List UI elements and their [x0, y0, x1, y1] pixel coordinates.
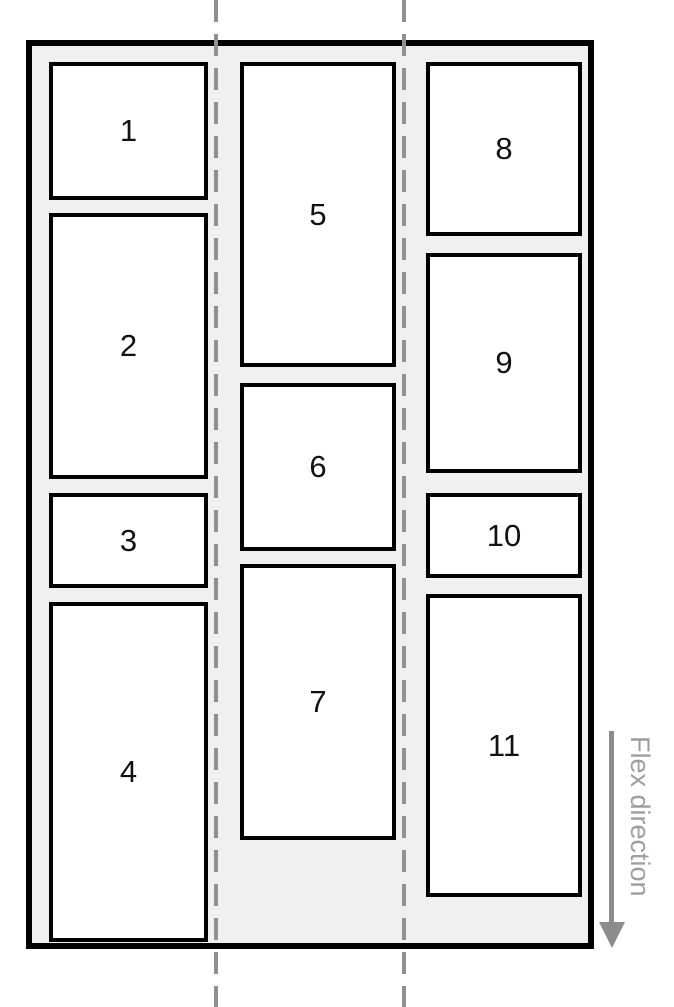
flex-item-2: 2: [49, 213, 208, 479]
column-divider-line-right: [402, 0, 406, 1007]
flex-item-4: 4: [49, 602, 208, 942]
flex-item-8: 8: [426, 62, 582, 236]
flex-item-10: 10: [426, 493, 582, 578]
flex-item-7: 7: [240, 564, 396, 840]
flex-item-9: 9: [426, 253, 582, 473]
flex-container: [26, 40, 594, 949]
flex-item-11: 11: [426, 594, 582, 897]
column-divider-line-left: [214, 0, 218, 1007]
flex-item-1: 1: [49, 62, 208, 200]
flex-direction-label: Flex direction: [625, 736, 655, 897]
flex-direction-arrow-line: [609, 731, 614, 923]
flex-item-6: 6: [240, 383, 396, 551]
flex-item-5: 5: [240, 62, 396, 367]
flex-item-3: 3: [49, 493, 208, 588]
arrow-down-icon: [599, 922, 625, 948]
